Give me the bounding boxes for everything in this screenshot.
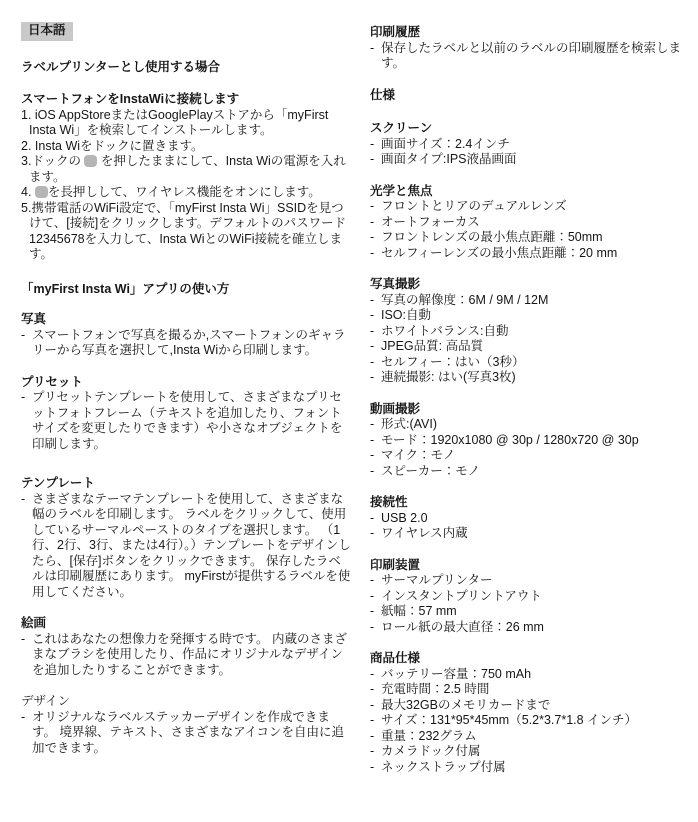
- bullet-dash: -: [370, 354, 375, 369]
- spec-heading: スクリーン: [370, 121, 433, 135]
- spec-heading: 印刷装置: [370, 557, 421, 572]
- bullet-dash: -: [370, 323, 375, 338]
- spec-heading: 接続性: [370, 495, 408, 509]
- spec-item: - サイズ：131*95*45mm（5.2*3.7*1.8 インチ）: [370, 713, 638, 727]
- bullet-dash: -: [370, 245, 375, 260]
- bullet-dash: -: [370, 744, 375, 758]
- spec-item: - インスタントプリントアウト: [370, 588, 542, 603]
- bullet-dash: -: [21, 491, 26, 506]
- spec-heading: 商品仕様: [370, 651, 421, 665]
- bullet-dash: -: [21, 631, 26, 646]
- spec-item: - ISO:自動: [370, 308, 432, 322]
- spec-item: - ワイヤレス内蔵: [370, 526, 468, 540]
- spec-section-screen: [370, 121, 692, 168]
- bullet-dash: -: [370, 40, 375, 55]
- feature-section-design: [21, 694, 352, 756]
- bullet-dash: -: [370, 448, 375, 462]
- bullet-dash: -: [370, 510, 375, 525]
- feature-body: [21, 710, 352, 757]
- spec-item: - セルフィーレンズの最小焦点距離：20 mm: [370, 245, 618, 260]
- bullet-dash: -: [370, 588, 375, 603]
- bullet-dash: -: [370, 713, 375, 727]
- bullet-dash: -: [370, 292, 375, 307]
- language-badge: 日本語: [21, 22, 73, 41]
- dock-button-icon: [84, 155, 97, 167]
- bullet-dash: -: [370, 432, 375, 447]
- feature-section-photo: [21, 312, 352, 359]
- step-text: Insta Wiをドックに置きます。: [34, 138, 204, 153]
- feature-section-preset: [21, 375, 352, 453]
- feature-text: オリジナルなラベルステッカーデザインを作成できます。 境界線、テキスト、さまざまなアイコンを自由に追加できます。: [32, 709, 344, 755]
- spec-item: - JPEG品質: 高品質: [370, 339, 484, 353]
- bullet-dash: -: [370, 214, 375, 229]
- bullet-dash: -: [370, 199, 375, 213]
- print-history-body: [370, 41, 692, 72]
- spec-item: - サーマルプリンター: [370, 573, 493, 587]
- spec-item: - スピーカー：モノ: [370, 463, 481, 478]
- setup-step-3: [21, 154, 352, 185]
- spec-item: - 重量：232グラム: [370, 728, 477, 743]
- bullet-dash: -: [21, 709, 26, 724]
- step-number: 4.: [21, 185, 35, 199]
- bullet-dash: -: [370, 728, 375, 743]
- dock-button-icon: [35, 186, 48, 198]
- print-history-heading: 印刷履歴: [370, 25, 421, 39]
- feature-section-painting: [21, 616, 352, 678]
- bullet-dash: -: [370, 619, 375, 634]
- spec-item: - ネックストラップ付属: [370, 759, 506, 774]
- spec-item: - 画面サイズ：2.4インチ: [370, 136, 510, 151]
- bullet-dash: -: [370, 370, 375, 384]
- left-column: [21, 22, 352, 772]
- spec-item: - 写真の解像度：6M / 9M / 12M: [370, 292, 549, 307]
- bullet-dash: -: [21, 327, 26, 342]
- spec-section-product: [370, 651, 692, 775]
- step-text: 携帯電話のWiFi設定で、「myFirst Insta Wi」SSIDを見つけて、[接続]をクリックします。デフォルトのパスワード12345678を入力して、Insta WiとのWiFi接続を確立します。: [29, 200, 347, 261]
- spec-item: - オートフォーカス: [370, 214, 480, 229]
- spec-item: - 画面タイプ:IPS液晶画面: [370, 152, 517, 166]
- bullet-dash: -: [370, 573, 375, 587]
- spec-item: - バッテリー容量：750 mAh: [370, 666, 532, 681]
- spec-item: - 充電時間：2.5 時間: [370, 682, 490, 696]
- bullet-dash: -: [370, 152, 375, 166]
- setup-step-4: [21, 185, 352, 201]
- step-text: を押したままにして、Insta Wiの電源を入れます。: [29, 154, 346, 184]
- spec-item: - モード：1920x1080 @ 30p / 1280x720 @ 30p: [370, 432, 639, 447]
- feature-heading: プリセット: [21, 374, 83, 389]
- feature-heading: テンプレート: [21, 476, 95, 490]
- print-history-section: [370, 25, 692, 72]
- right-column: [370, 22, 692, 791]
- feature-text: これはあなたの想像力を発揮する時です。 内蔵のさまざまなブラシを使用したり、作品にオリジナルなデザインを追加したりすることができます。: [32, 631, 347, 677]
- setup-step-1: [21, 108, 352, 139]
- feature-heading: デザイン: [21, 694, 71, 708]
- step-number: 3.: [21, 154, 32, 168]
- step-text: iOS AppStoreまたはGooglePlayストアから「myFirst Insta Wi」を検索してインストールします。: [29, 107, 329, 137]
- feature-heading: 写真: [21, 312, 47, 326]
- setup-step-2: [21, 139, 352, 155]
- feature-text: プリセットテンプレートを使用して、さまざまなプリセットフォトフレーム（テキストを追加したり、フォントサイズを変更したりできます）や小さなオブジェクトを印刷します。: [32, 390, 343, 451]
- feature-body: [21, 390, 352, 452]
- bullet-dash: -: [370, 666, 375, 681]
- bullet-dash: -: [370, 759, 375, 774]
- bullet-dash: -: [370, 604, 375, 618]
- spec-item: - セルフィー：はい（3秒）: [370, 354, 525, 369]
- setup-steps: [21, 108, 352, 263]
- spec-item: - ロール紙の最大直径：26 mm: [370, 619, 544, 634]
- step-text: ドックの: [31, 154, 85, 168]
- bullet-dash: -: [370, 526, 375, 540]
- app-usage-heading: 「myFirst Insta Wi」アプリの使い方: [21, 281, 230, 296]
- spec-item: - マイク：モノ: [370, 448, 456, 462]
- bullet-dash: -: [370, 417, 375, 431]
- spec-heading: 動画撮影: [370, 401, 421, 416]
- spec-heading: 光学と焦点: [370, 183, 433, 198]
- spec-item: - USB 2.0: [370, 510, 428, 525]
- spec-item: - 形式:(AVI): [370, 417, 438, 431]
- specs-heading: 仕様: [370, 87, 396, 102]
- feature-heading: 絵画: [21, 616, 47, 630]
- feature-section-template: [21, 476, 352, 600]
- spec-heading: 写真撮影: [370, 277, 421, 291]
- step-text: を長押しして、ワイヤレス機能をオンにします。: [47, 185, 321, 199]
- bullet-dash: -: [370, 697, 375, 712]
- feature-body: [21, 632, 352, 679]
- doc-title: ラベルプリンターとし使用する場合: [21, 59, 221, 74]
- spec-section-photography: [370, 277, 692, 386]
- spec-section-optics: [370, 184, 692, 262]
- step-number: 5.: [21, 200, 32, 215]
- spec-item: - フロントレンズの最小焦点距離：50mm: [370, 230, 603, 244]
- spec-section-printer: [370, 558, 692, 636]
- bullet-dash: -: [21, 390, 26, 404]
- bullet-dash: -: [370, 308, 375, 322]
- feature-body: [21, 492, 352, 601]
- spec-section-connectivity: [370, 495, 692, 542]
- bullet-dash: -: [370, 339, 375, 353]
- spec-item: - フロントとリアのデュアルレンズ: [370, 199, 567, 213]
- step-number: 2.: [21, 138, 35, 153]
- spec-item: - 連続撮影: はい(写真3枚): [370, 370, 516, 384]
- bullet-dash: -: [370, 682, 375, 696]
- spec-item: - カメラドック付属: [370, 744, 481, 758]
- step-number: 1.: [21, 107, 35, 122]
- connect-heading: スマートフォンをInstaWiに接続します: [21, 92, 240, 106]
- spec-item: - ホワイトバランス:自動: [370, 323, 509, 338]
- feature-body: [21, 328, 352, 359]
- feature-text: さまざまなテーマテンプレートを使用して、さまざまな幅のラベルを印刷します。 ラベルをクリックして、使用しているサーマルペーストのタイプを選択します。 （1行、2行、3行、または4行）。）テンプレートをデザインしたら、[保存]ボタンをクリックできます。 保存したラベルは印刷履歴にあります。 myFirstが提供するラベルを使用してください。: [32, 491, 351, 599]
- spec-item: - 最大32GBのメモリカードまで: [370, 697, 551, 712]
- bullet-dash: -: [370, 136, 375, 151]
- setup-step-5: [21, 201, 352, 263]
- spec-item: - 紙幅：57 mm: [370, 604, 457, 618]
- bullet-dash: -: [370, 463, 375, 478]
- print-history-text: 保存したラベルと以前のラベルの印刷履歴を検索します。: [381, 40, 682, 70]
- feature-text: スマートフォンで写真を撮るか,スマートフォンのギャラリーから写真を選択して,Insta Wiから印刷します。: [32, 327, 346, 357]
- spec-section-video: [370, 402, 692, 480]
- bullet-dash: -: [370, 230, 375, 244]
